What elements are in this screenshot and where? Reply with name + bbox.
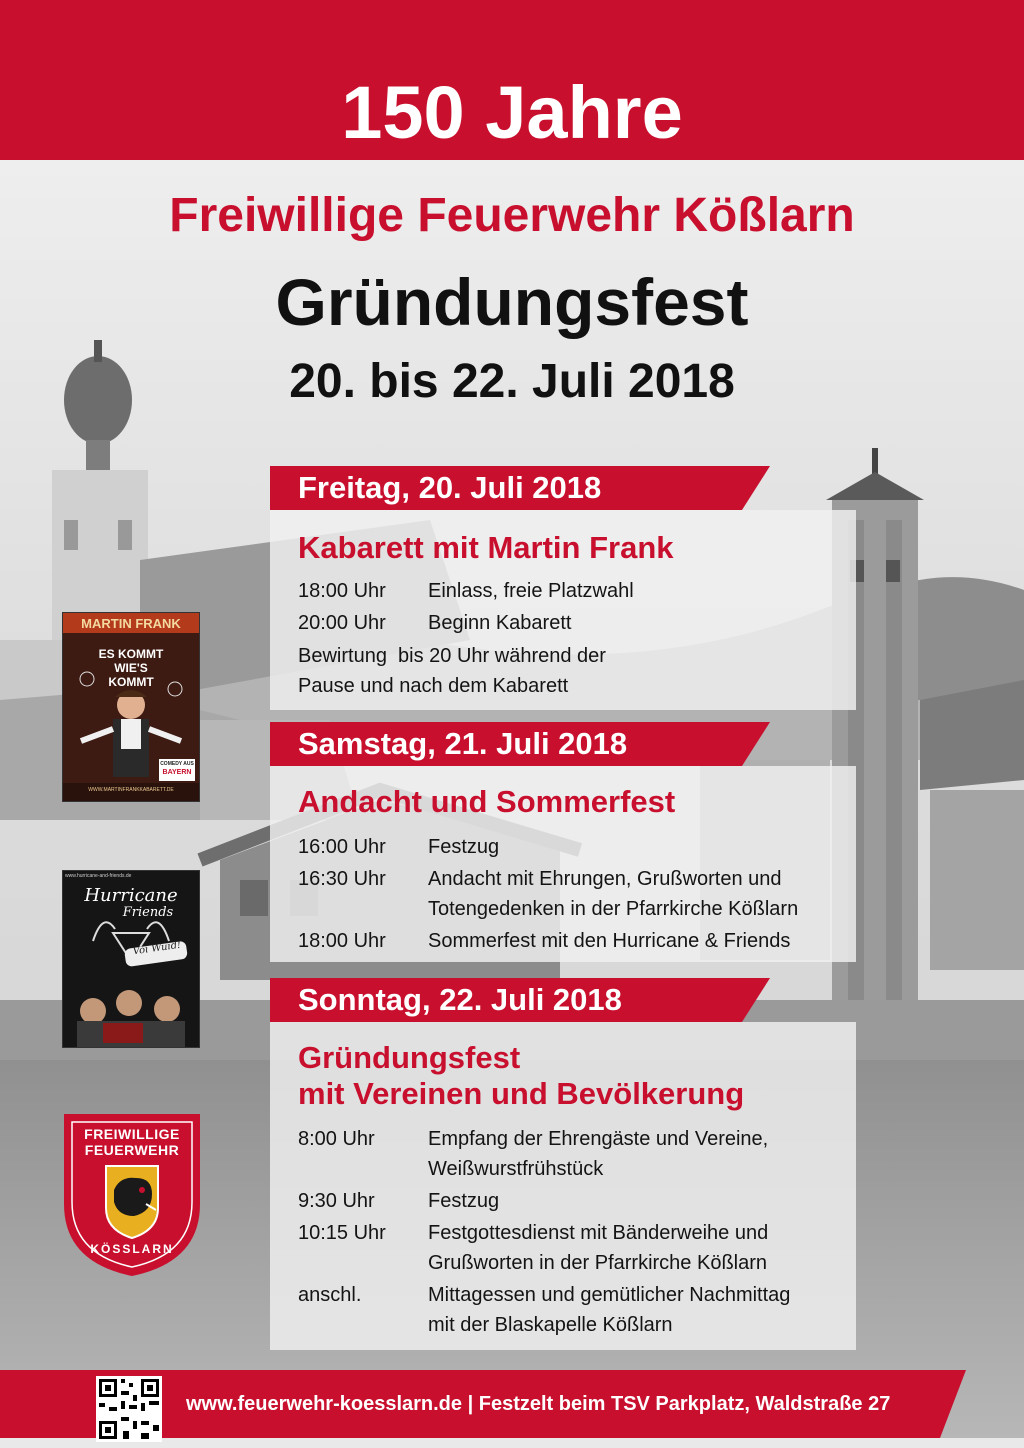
time: 9:30 Uhr [298,1190,375,1212]
description: Beginn Kabarett [428,612,572,634]
poster-url: WWW.MARTINFRANKKABARETT.DE [88,787,174,793]
hurricane-friends-poster [62,870,200,1048]
poster-name: MARTIN FRANK [81,616,181,631]
catering-note-line2: Pause und nach dem Kabarett [298,675,569,697]
anniversary-title: 150 Jahre [341,71,683,154]
time: 18:00 Uhr [298,930,386,952]
martin-frank-poster [62,612,200,802]
description: Festzug [428,1190,500,1212]
crest-town: KÖSSLARN [90,1242,174,1256]
poster-slogan-2: WIE'S [114,661,148,675]
section-title-saturday: Andacht und Sommerfest [298,784,676,819]
section-title-sunday-line1: Gründungsfest [298,1040,521,1075]
poster-slogan-3: KOMMT [108,675,154,689]
description: Einlass, freie Platzwahl [428,580,634,602]
time: 20:00 Uhr [298,612,386,634]
description: Sommerfest mit den Hurricane & Friends [428,930,791,952]
description-line1: Andacht mit Ehrungen, Grußworten und [428,868,782,890]
day-label: Samstag, 21. Juli 2018 [298,726,628,761]
poster-tagline: Voi Wuid! [132,939,182,958]
crest-line-1: FREIWILLIGE [84,1126,180,1142]
time: anschl. [298,1284,362,1306]
section-title-friday: Kabarett mit Martin Frank [298,530,674,565]
time: 18:00 Uhr [298,580,386,602]
footer-address: www.feuerwehr-koesslarn.de | Festzelt beim TSV Parkplatz, Waldstraße 27 [186,1393,891,1415]
fire-brigade-crest-icon [62,1112,202,1278]
section-title-sunday-line2: mit Vereinen und Bevölkerung [298,1076,745,1111]
poster-url: www.hurricane-and-friends.de [65,873,132,879]
description-line1: Empfang der Ehrengäste und Vereine, [428,1128,769,1150]
time: 16:30 Uhr [298,868,386,890]
time: 16:00 Uhr [298,836,386,858]
description-line1: Festgottesdienst mit Bänderweihe und [428,1222,769,1244]
crest-line-2: FEUERWEHR [84,1142,180,1158]
catering-note-line1: Bewirtung bis 20 Uhr während der [298,645,606,667]
time: 8:00 Uhr [298,1128,375,1150]
day-label: Sonntag, 22. Juli 2018 [298,982,622,1017]
description-line2: mit der Blaskapelle Kößlarn [428,1314,673,1336]
day-label: Freitag, 20. Juli 2018 [298,470,602,505]
poster-badge-2: BAYERN [162,769,192,776]
description-line1: Mittagessen und gemütlicher Nachmittag [428,1284,791,1306]
description-line2: Grußworten in der Pfarrkirche Kößlarn [428,1252,768,1274]
poster-band-name-1: Hurricane [84,885,178,906]
description-line2: Weißwurstfrühstück [428,1158,604,1180]
day-banner-saturday [270,722,770,766]
qr-code-icon[interactable] [96,1376,162,1442]
day-banner-friday [270,466,770,510]
day-banner-sunday [270,978,770,1022]
poster-slogan-1: ES KOMMT [98,647,164,661]
description-line2: Totengedenken in der Pfarrkirche Kößlarn [428,898,799,920]
time: 10:15 Uhr [298,1222,386,1244]
poster-badge-1: COMEDY AUS [160,761,194,767]
poster-band-name-2: Friends [122,905,174,920]
organization-name: Freiwillige Feuerwehr Kößlarn [169,189,855,242]
event-dates: 20. bis 22. Juli 2018 [289,355,735,408]
description: Festzug [428,836,500,858]
event-title: Gründungsfest [275,265,749,339]
